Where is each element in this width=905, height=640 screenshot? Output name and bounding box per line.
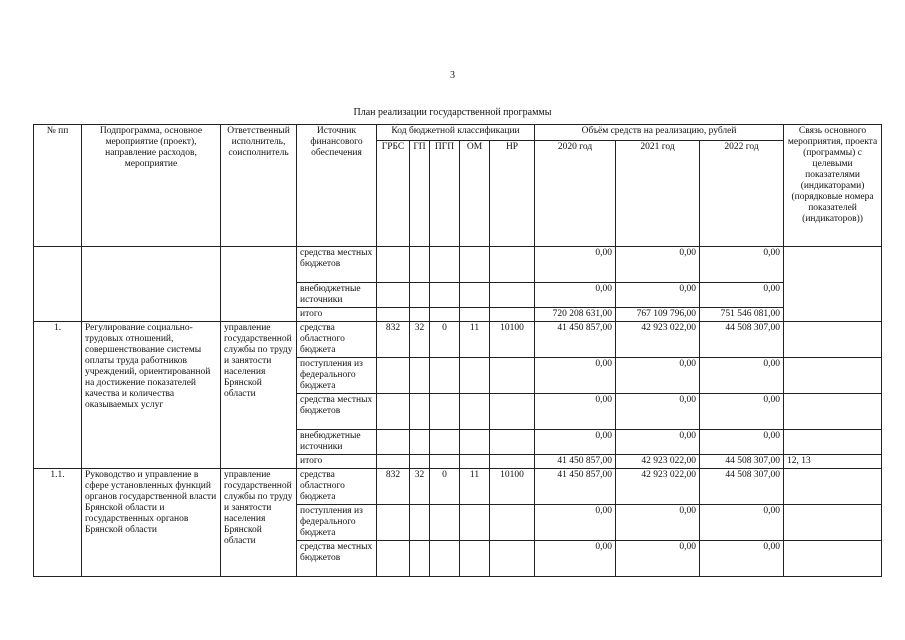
pgp-cell — [430, 358, 460, 394]
source-cell: итого — [297, 308, 377, 322]
value-2022-cell: 0,00 — [700, 358, 784, 394]
value-2021-cell: 0,00 — [616, 430, 700, 455]
executor-cell: управление государственной службы по труду и занятости населения Брянской области — [221, 322, 297, 469]
header-2020: 2020 год — [535, 141, 616, 247]
source-cell: средства местных бюджетов — [297, 247, 377, 283]
link-cell — [784, 358, 882, 394]
gp-cell — [410, 394, 430, 430]
nr-cell — [490, 541, 535, 577]
gp-cell: 32 — [410, 469, 430, 505]
source-cell: средства областного бюджета — [297, 469, 377, 505]
value-2020-cell: 0,00 — [535, 541, 616, 577]
value-2022-cell: 44 508 307,00 — [700, 322, 784, 358]
header-budget-code: Код бюджетной классификации — [377, 125, 535, 141]
value-2021-cell: 0,00 — [616, 394, 700, 430]
header-grbs: ГРБС — [377, 141, 410, 247]
om-cell — [460, 541, 490, 577]
source-cell: средства областного бюджета — [297, 322, 377, 358]
link-cell: 12, 13 — [784, 455, 882, 469]
table-row — [34, 469, 882, 505]
pgp-cell — [430, 247, 460, 283]
nr-cell — [490, 394, 535, 430]
source-cell: поступления из федерального бюджета — [297, 358, 377, 394]
header-om: ОМ — [460, 141, 490, 247]
grbs-cell — [377, 247, 410, 283]
header-source: Источник финансового обеспечения — [297, 125, 377, 247]
grbs-cell — [377, 394, 410, 430]
grbs-cell — [377, 283, 410, 308]
om-cell — [460, 283, 490, 308]
source-cell: средства местных бюджетов — [297, 541, 377, 577]
nr-cell — [490, 505, 535, 541]
pgp-cell — [430, 394, 460, 430]
num-cell: 1.1. — [34, 469, 82, 577]
executor-cell: управление государственной службы по труду и занятости населения Брянской области — [221, 469, 297, 577]
grbs-cell: 832 — [377, 322, 410, 358]
header-nr: НР — [490, 141, 535, 247]
value-2020-cell: 41 450 857,00 — [535, 322, 616, 358]
link-cell — [784, 247, 882, 322]
link-cell — [784, 430, 882, 455]
header-subprogram: Подпрограмма, основное мероприятие (проект), направление расходов, мероприятие — [82, 125, 221, 247]
gp-cell — [410, 455, 430, 469]
value-2021-cell: 767 109 796,00 — [616, 308, 700, 322]
source-cell: итого — [297, 455, 377, 469]
value-2022-cell: 44 508 307,00 — [700, 455, 784, 469]
grbs-cell — [377, 358, 410, 394]
subprogram-cell — [82, 247, 221, 322]
gp-cell: 32 — [410, 322, 430, 358]
nr-cell — [490, 455, 535, 469]
value-2020-cell: 0,00 — [535, 505, 616, 541]
header-volume: Объём средств на реализацию, рублей — [535, 125, 784, 141]
gp-cell — [410, 308, 430, 322]
subprogram-cell: Регулирование социально-трудовых отношений, совершенствование системы оплаты труда работников учреждений, ориентированной на достижение показателей качества и количества оказываемых услуг — [82, 322, 221, 469]
grbs-cell — [377, 505, 410, 541]
nr-cell — [490, 430, 535, 455]
gp-cell — [410, 430, 430, 455]
header-2022: 2022 год — [700, 141, 784, 247]
value-2022-cell: 0,00 — [700, 394, 784, 430]
om-cell — [460, 394, 490, 430]
nr-cell — [490, 247, 535, 283]
value-2021-cell: 0,00 — [616, 247, 700, 283]
nr-cell — [490, 308, 535, 322]
value-2021-cell: 0,00 — [616, 358, 700, 394]
link-cell — [784, 322, 882, 358]
value-2022-cell: 0,00 — [700, 430, 784, 455]
source-cell: внебюджетные источники — [297, 283, 377, 308]
gp-cell — [410, 358, 430, 394]
executor-cell — [221, 247, 297, 322]
nr-cell: 10100 — [490, 469, 535, 505]
value-2022-cell: 0,00 — [700, 541, 784, 577]
value-2020-cell: 41 450 857,00 — [535, 469, 616, 505]
link-cell — [784, 505, 882, 541]
om-cell — [460, 505, 490, 541]
plan-table — [33, 124, 882, 577]
om-cell — [460, 358, 490, 394]
value-2021-cell: 42 923 022,00 — [616, 322, 700, 358]
pgp-cell — [430, 505, 460, 541]
value-2021-cell: 42 923 022,00 — [616, 455, 700, 469]
nr-cell — [490, 358, 535, 394]
header-link: Связь основного мероприятия, проекта (программы) с целевыми показателями (индикаторами) (порядковые номера показателей (индикаторов)) — [784, 125, 882, 247]
pgp-cell: 0 — [430, 469, 460, 505]
source-cell: внебюджетные источники — [297, 430, 377, 455]
link-cell — [784, 394, 882, 430]
value-2020-cell: 0,00 — [535, 283, 616, 308]
link-cell — [784, 469, 882, 505]
num-cell — [34, 247, 82, 322]
pgp-cell — [430, 308, 460, 322]
om-cell — [460, 308, 490, 322]
header-executor: Ответственный исполнитель, соисполнитель — [221, 125, 297, 247]
table-row — [34, 322, 882, 358]
value-2022-cell: 44 508 307,00 — [700, 469, 784, 505]
pgp-cell — [430, 430, 460, 455]
om-cell: 11 — [460, 469, 490, 505]
value-2022-cell: 0,00 — [700, 283, 784, 308]
header-pgp: ПГП — [430, 141, 460, 247]
header-gp: ГП — [410, 141, 430, 247]
value-2020-cell: 0,00 — [535, 358, 616, 394]
value-2020-cell: 720 208 631,00 — [535, 308, 616, 322]
link-cell — [784, 541, 882, 577]
grbs-cell — [377, 541, 410, 577]
pgp-cell: 0 — [430, 322, 460, 358]
value-2021-cell: 0,00 — [616, 505, 700, 541]
gp-cell — [410, 541, 430, 577]
om-cell — [460, 247, 490, 283]
subprogram-cell: Руководство и управление в сфере установленных функций органов государственной власти Брянской области и государственных органов Брянской области — [82, 469, 221, 577]
source-cell: средства местных бюджетов — [297, 394, 377, 430]
source-cell: поступления из федерального бюджета — [297, 505, 377, 541]
value-2021-cell: 0,00 — [616, 541, 700, 577]
grbs-cell — [377, 430, 410, 455]
value-2022-cell: 0,00 — [700, 247, 784, 283]
gp-cell — [410, 505, 430, 541]
pgp-cell — [430, 541, 460, 577]
header-row — [34, 125, 882, 141]
value-2020-cell: 0,00 — [535, 430, 616, 455]
gp-cell — [410, 283, 430, 308]
value-2020-cell: 0,00 — [535, 247, 616, 283]
value-2022-cell: 751 546 081,00 — [700, 308, 784, 322]
om-cell: 11 — [460, 322, 490, 358]
nr-cell — [490, 283, 535, 308]
pgp-cell — [430, 455, 460, 469]
om-cell — [460, 430, 490, 455]
num-cell: 1. — [34, 322, 82, 469]
value-2021-cell: 0,00 — [616, 283, 700, 308]
grbs-cell — [377, 308, 410, 322]
nr-cell: 10100 — [490, 322, 535, 358]
pgp-cell — [430, 283, 460, 308]
table-row — [34, 247, 882, 283]
grbs-cell: 832 — [377, 469, 410, 505]
header-2021: 2021 год — [616, 141, 700, 247]
gp-cell — [410, 247, 430, 283]
value-2022-cell: 0,00 — [700, 505, 784, 541]
header-num: № пп — [34, 125, 82, 247]
om-cell — [460, 455, 490, 469]
document-title: План реализации государственной программы — [353, 107, 552, 118]
page-number: 3 — [450, 70, 455, 81]
value-2021-cell: 42 923 022,00 — [616, 469, 700, 505]
value-2020-cell: 0,00 — [535, 394, 616, 430]
grbs-cell — [377, 455, 410, 469]
value-2020-cell: 41 450 857,00 — [535, 455, 616, 469]
